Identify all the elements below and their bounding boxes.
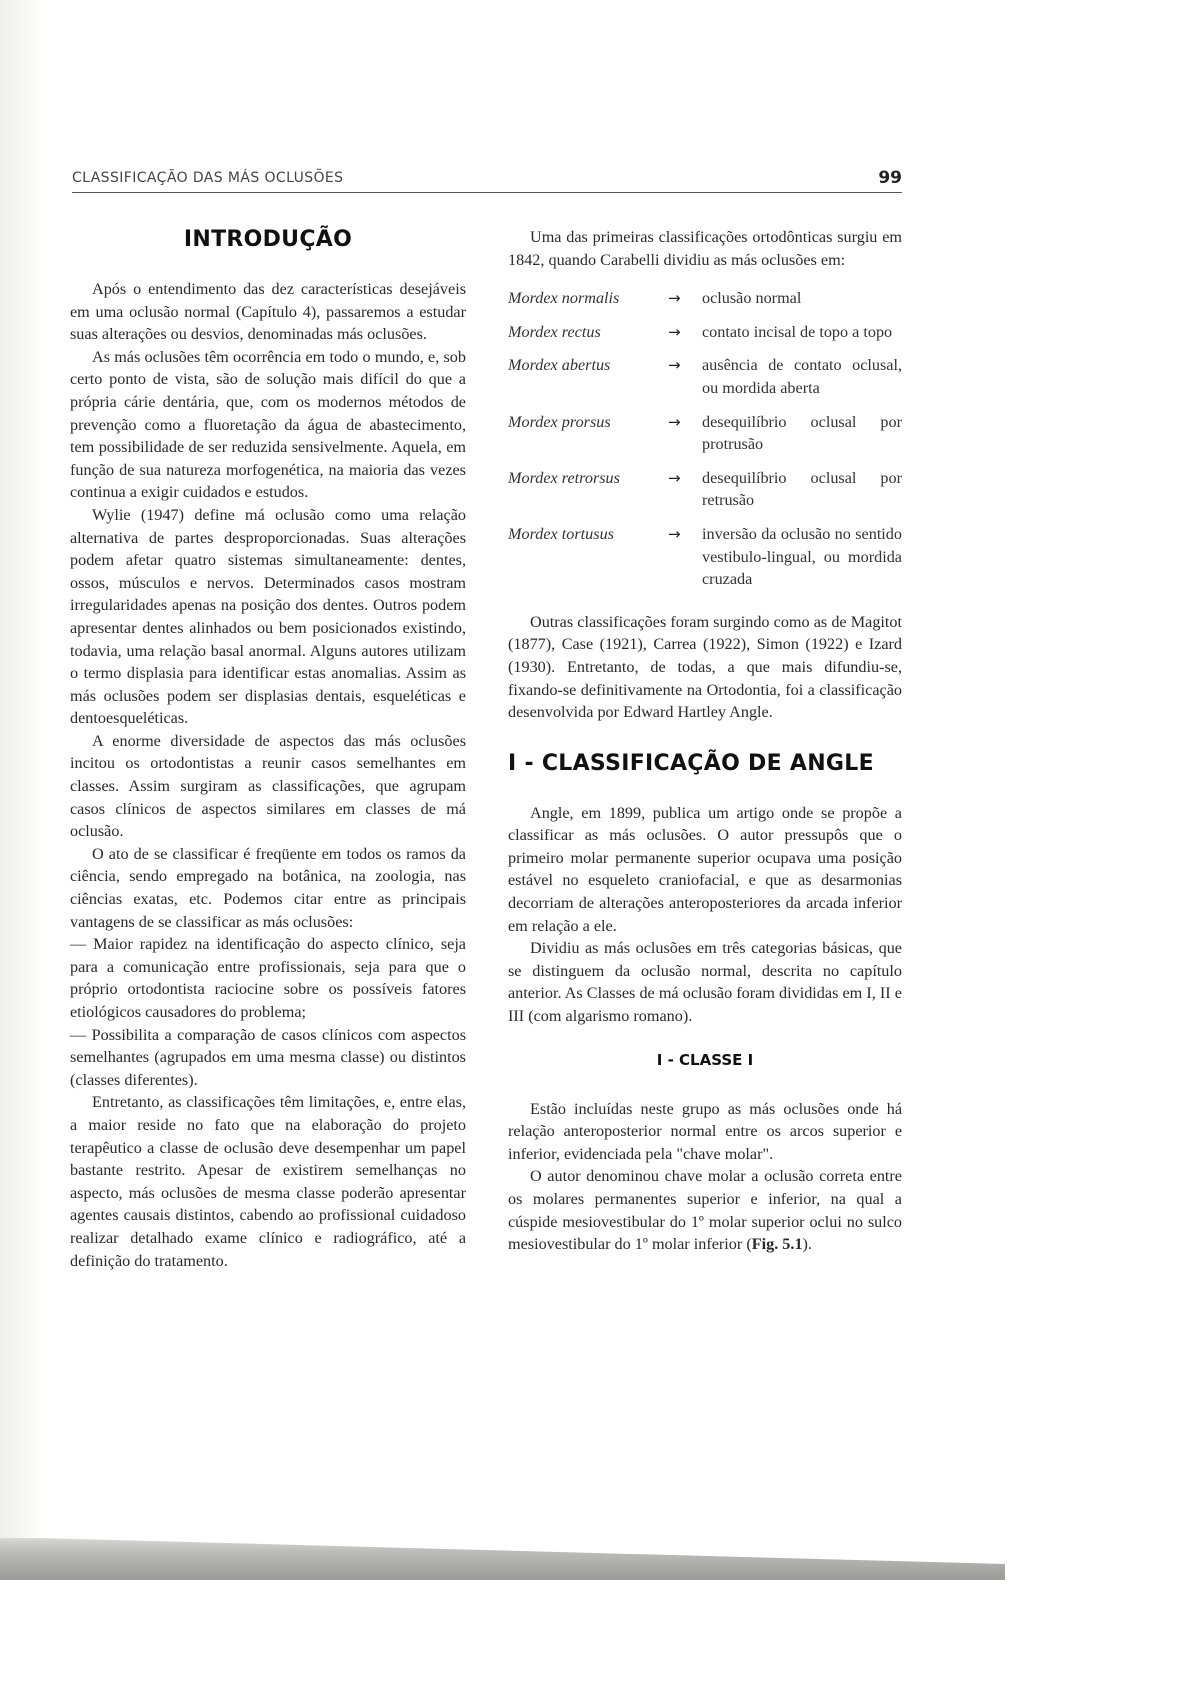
section-heading-angle: I - CLASSIFICAÇÃO DE ANGLE	[508, 750, 874, 776]
paragraph: Uma das primeiras classificações ortodônticas surgiu em 1842, quando Carabelli dividiu as más oclusões em:	[508, 228, 902, 269]
paragraph: A enorme diversidade de aspectos das más oclusões incitou os ortodontistas a reunir casos semelhantes em classes. Assim surgiram as classificações, que agrupam casos clínicos de aspectos similares em classes de má oclusão.	[70, 731, 466, 841]
mordex-description: desequilíbrio oclusal por retrusão	[702, 468, 902, 510]
page-scan-shadow	[0, 0, 44, 1685]
paragraph: Após o entendimento das dez características desejáveis em uma oclusão normal (Capítulo 4), passaremos a estudar suas alterações ou desvios, denominadas más oclusões.	[70, 280, 466, 344]
list-item	[508, 321, 902, 344]
mordex-term: Mordex abertus	[508, 356, 611, 375]
section-heading-introducao: INTRODUÇÃO	[183, 227, 353, 252]
paragraph: Angle, em 1899, publica um artigo onde se propõe a classificar as más oclusões. O autor pressupôs que o primeiro molar permanente superior ocupava uma posição estável no esqueleto craniofacial, e que as desarmonias decorriam de alterações anteroposteriores da arcada inferior em relação a ele.	[508, 803, 902, 935]
list-item	[508, 523, 902, 591]
mordex-description: ausência de contato oclusal, ou mordida aberta	[702, 356, 902, 397]
paragraph-text: O autor denominou chave molar a oclusão correta entre os molares permanentes superior e inferior, na qual a cúspide mesiovestibular do 1º molar superior oclui no sulco mesiovestibular do 1º molar inferior (	[508, 1167, 902, 1254]
figure-reference: Fig. 5.1	[751, 1235, 803, 1254]
mordex-description: desequilíbrio oclusal por protrusão	[702, 412, 902, 454]
paragraph: Outras classificações foram surgindo como as de Magitot (1877), Case (1921), Carrea (1922), Simon (1922) e Izard (1930). Entretanto, de todas, a que mais difundiu-se, fixando-se definitivamente na Ortodontia, foi a classificação desenvolvida por Edward Hartley Angle.	[508, 612, 902, 722]
list-item	[508, 287, 902, 310]
mordex-term: Mordex rectus	[508, 322, 601, 341]
mordex-description: contato incisal de topo a topo	[702, 322, 893, 341]
paragraph: Dividiu as más oclusões em três categorias básicas, que se distinguem da oclusão normal, descrita no capítulo anterior. As Classes de má oclusão foram divididas em I, II e III (com algarismo romano).	[508, 939, 902, 1026]
mordex-description: oclusão normal	[702, 289, 802, 308]
running-title: CLASSIFICAÇÃO DAS MÁS OCLUSÕES	[72, 170, 344, 186]
subsection-heading-classe-i: I - CLASSE I	[656, 1050, 754, 1069]
right-arrow-icon: →	[668, 412, 681, 431]
left-column	[70, 226, 466, 1272]
running-header	[72, 168, 902, 193]
right-arrow-icon: →	[668, 524, 681, 543]
list-item	[508, 411, 902, 456]
page-bottom-edge	[0, 1538, 1192, 1685]
right-arrow-icon: →	[668, 468, 681, 487]
mordex-term: Mordex prorsus	[508, 412, 611, 431]
paragraph: Wylie (1947) define má oclusão como uma relação alternativa de partes desproporcionadas. Suas alterações podem afetar quatro sistemas simultaneamente: dentes, ossos, músculos e nervos. Determinados casos mostram irregularidades apenas na posição dos dentes. Outros podem apresentar dentes alinhados ou bem posicionados existindo, todavia, uma relação basal anormal. Alguns autores utilizam o termo displasia para identificar estas anomalias. Assim as más oclusões podem ser displasias dentais, esqueléticas e dentoesqueléticas.	[70, 505, 466, 728]
paragraph: Estão incluídas neste grupo as más oclusões onde há relação anteroposterior normal entre os arcos superior e inferior, evidenciada pela "chave molar".	[508, 1099, 902, 1163]
mordex-classification-list	[508, 287, 902, 591]
dash-list-item: — Maior rapidez na identificação do aspecto clínico, seja para a comunicação entre profissionais, seja para que o próprio ortodontista raciocine sobre os possíveis fatores etiológicos causadores do problema;	[70, 935, 466, 1021]
mordex-term: Mordex retrorsus	[508, 468, 620, 487]
dash-list-item: — Possibilita a comparação de casos clínicos com aspectos semelhantes (agrupados em uma mesma classe) ou distintos (classes diferentes).	[70, 1025, 466, 1089]
right-arrow-icon: →	[668, 322, 681, 341]
right-column	[508, 226, 902, 1256]
paragraph: Entretanto, as classificações têm limitações, e, entre elas, a maior reside no fato que na elaboração do projeto terapêutico a classe de oclusão deve desempenhar um papel bastante restrito. Apesar de existirem semelhanças no aspecto, más oclusões de mesma classe poderão apresentar agentes causais distintos, cabendo ao profissional cuidadoso realizar detalhado exame clínico e radiográfico, até a definição do tratamento.	[70, 1093, 466, 1270]
right-arrow-icon: →	[668, 356, 681, 375]
right-arrow-icon: →	[668, 289, 681, 308]
list-item	[508, 467, 902, 512]
page-number: 99	[878, 168, 902, 188]
paragraph: As más oclusões têm ocorrência em todo o mundo, e, sob certo ponto de vista, são de solução mais difícil do que a própria cárie dentária, que, com os modernos métodos de prevenção como a fluoretação da água de abastecimento, tem possibilidade de ser reduzida sensivelmente. Aquela, em função de sua natureza morfogenética, na maioria das vezes continua a exigir cuidados e estudos.	[70, 347, 466, 502]
list-item	[508, 354, 902, 399]
mordex-description: inversão da oclusão no sentido vestibulo-lingual, ou mordida cruzada	[702, 524, 902, 589]
mordex-term: Mordex tortusus	[508, 524, 614, 543]
paragraph-text: ).	[802, 1235, 812, 1254]
mordex-term: Mordex normalis	[508, 289, 620, 308]
paragraph: O ato de se classificar é freqüente em todos os ramos da ciência, sendo empregado na botânica, na zoologia, nas ciências exatas, etc. Podemos citar entre as principais vantagens de se classificar as más oclusões:	[70, 844, 466, 931]
paragraph	[508, 1165, 902, 1255]
